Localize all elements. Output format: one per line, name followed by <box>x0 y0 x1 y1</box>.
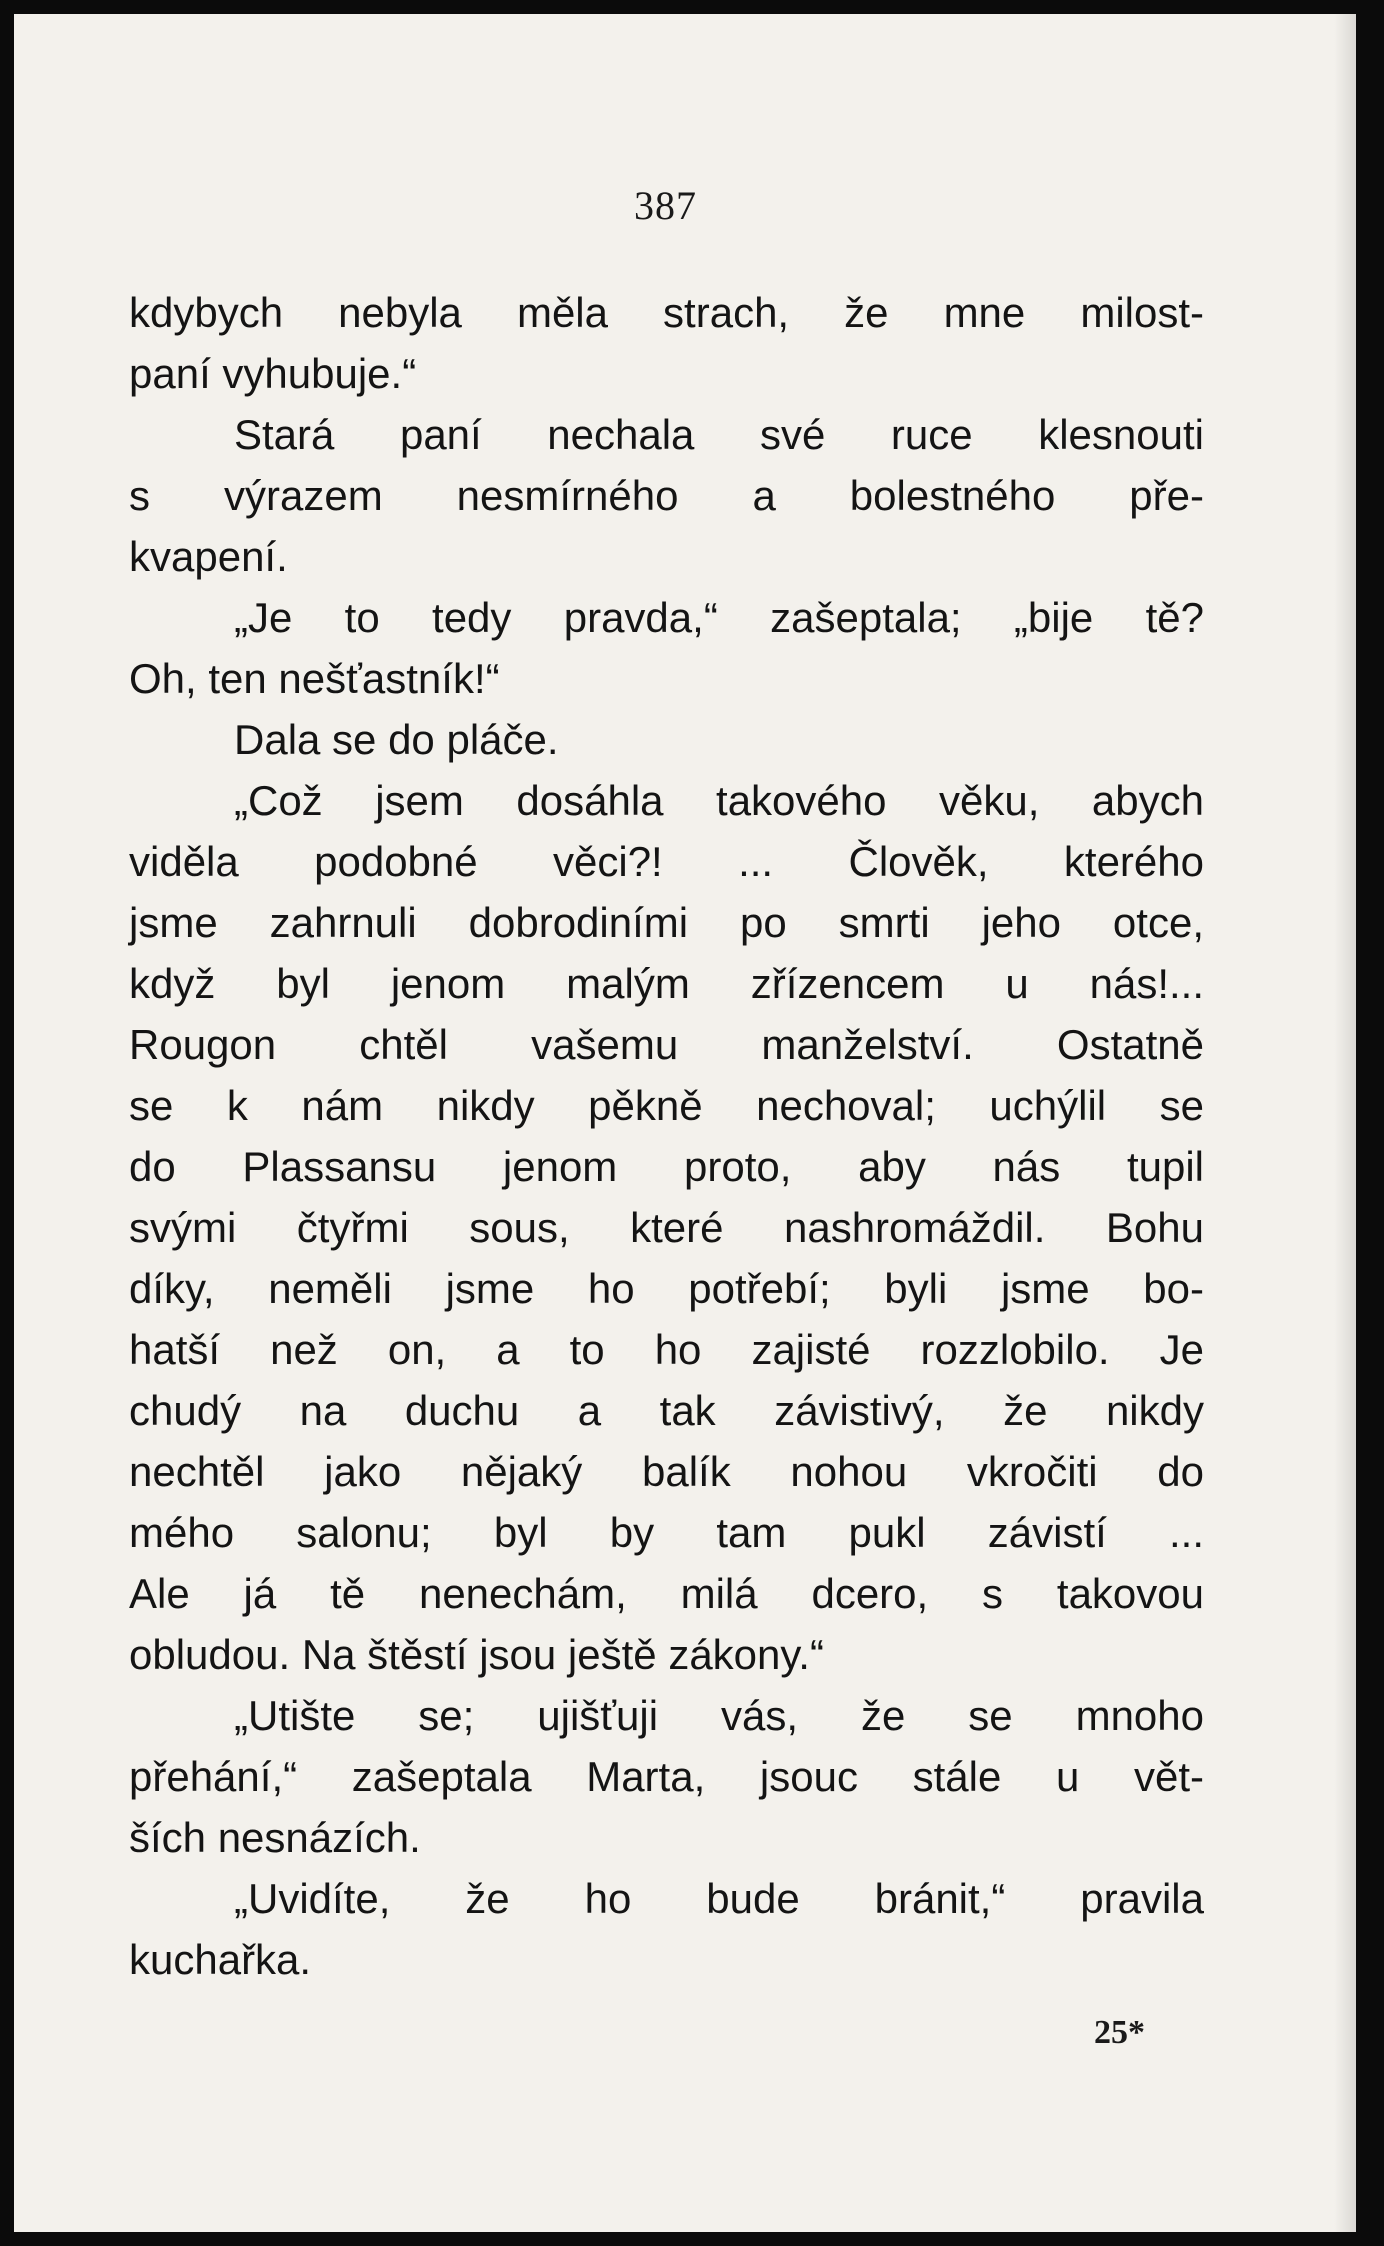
text-line: hatší než on, a to ho zajisté rozzlobilo. Je <box>129 1326 1204 1373</box>
text-line: Stará paní nechala své ruce klesnouti <box>234 411 1204 458</box>
text-line: viděla podobné věci?! ... Člověk, kterého <box>129 838 1204 885</box>
page-number: 387 <box>634 183 697 228</box>
text-line: „Uvidíte, že ho bude bránit,“ pravila <box>234 1875 1204 1922</box>
book-page <box>14 14 1356 2232</box>
text-line: nechtěl jako nějaký balík nohou vkročiti do <box>129 1448 1204 1495</box>
text-line: obludou. Na štěstí jsou ještě zákony.“ <box>129 1631 824 1678</box>
text-line: kdybych nebyla měla strach, že mne milost- <box>129 289 1204 336</box>
text-line: jsme zahrnuli dobrodiními po smrti jeho otce, <box>129 899 1204 946</box>
text-line: Ale já tě nenechám, milá dcero, s takovou <box>129 1570 1204 1617</box>
text-line: ších nesnázích. <box>129 1814 421 1861</box>
text-line: chudý na duchu a tak závistivý, že nikdy <box>129 1387 1204 1434</box>
text-line: kuchařka. <box>129 1936 312 1983</box>
text-line: mého salonu; byl by tam pukl závistí ... <box>129 1509 1204 1556</box>
text-line: „Utište se; ujišťuji vás, že se mnoho <box>234 1692 1204 1739</box>
text-line: kvapení. <box>129 533 288 580</box>
text-line: díky, neměli jsme ho potřebí; byli jsme bo- <box>129 1265 1204 1312</box>
body-text <box>129 282 1204 1990</box>
text-line: přehání,“ zašeptala Marta, jsouc stále u vět- <box>129 1753 1204 1800</box>
text-line: s výrazem nesmírného a bolestného pře- <box>129 472 1204 519</box>
text-line: „Což jsem dosáhla takového věku, abych <box>234 777 1204 824</box>
text-line: když byl jenom malým zřízencem u nás!... <box>129 960 1204 1007</box>
text-line: se k nám nikdy pěkně nechoval; uchýlil se <box>129 1082 1204 1129</box>
text-line: Rougon chtěl vašemu manželství. Ostatně <box>129 1021 1204 1068</box>
text-line: paní vyhubuje.“ <box>129 350 417 397</box>
text-line: do Plassansu jenom proto, aby nás tupil <box>129 1143 1204 1190</box>
text-line: „Je to tedy pravda,“ zašeptala; „bije tě? <box>234 594 1204 641</box>
text-line: Dala se do pláče. <box>234 716 559 763</box>
signature-mark: 25* <box>1094 2014 1145 2051</box>
text-line: svými čtyřmi sous, které nashromáždil. Bohu <box>129 1204 1204 1251</box>
text-line: Oh, ten nešťastník!“ <box>129 655 500 702</box>
